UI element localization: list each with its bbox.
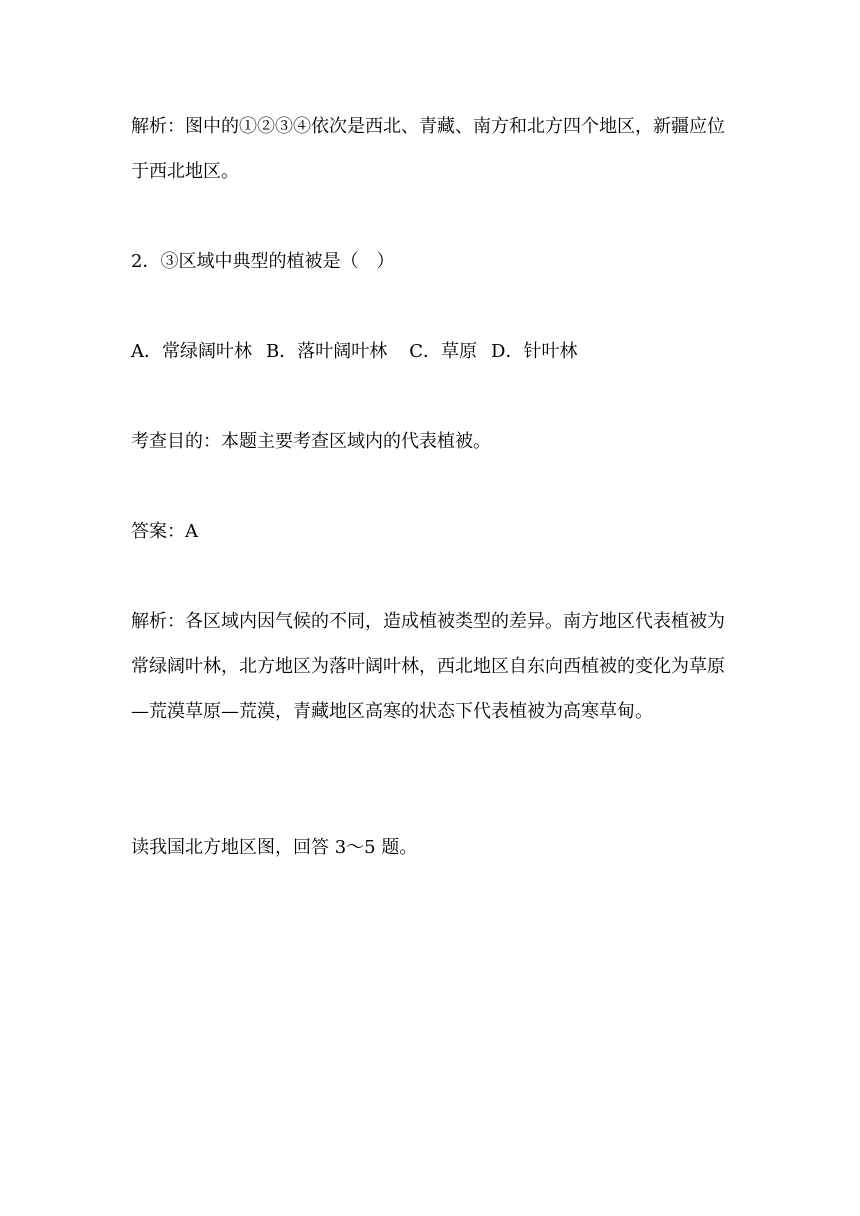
analysis-paragraph-1: 解析：图中的①②③④依次是西北、青藏、南方和北方四个地区，新疆应位于西北地区。 <box>131 116 725 182</box>
question-2-stem: 2．③区域中典型的植被是（ ） <box>131 251 395 272</box>
analysis-paragraph-2: 解析：各区域内因气候的不同，造成植被类型的差异。南方地区代表植被为常绿阔叶林，北方地区为落叶阔叶林，西北地区自东向西植被的变化为草原—荒漠草原—荒漠，青藏地区高寒的状态下代表植被为高寒草甸。 <box>131 611 725 722</box>
instruction-paragraph: 读我国北方地区图，回答 3～5 题。 <box>131 837 418 858</box>
option-c: C．草原 <box>409 341 478 362</box>
question-2-options <box>131 329 731 374</box>
option-b: B．落叶阔叶林 <box>266 341 388 362</box>
option-a: A．常绿阔叶林 <box>131 341 252 362</box>
option-d: D．针叶林 <box>491 341 578 362</box>
objective-paragraph: 考查目的：本题主要考查区域内的代表植被。 <box>131 431 491 452</box>
answer-paragraph: 答案：A <box>131 521 198 542</box>
